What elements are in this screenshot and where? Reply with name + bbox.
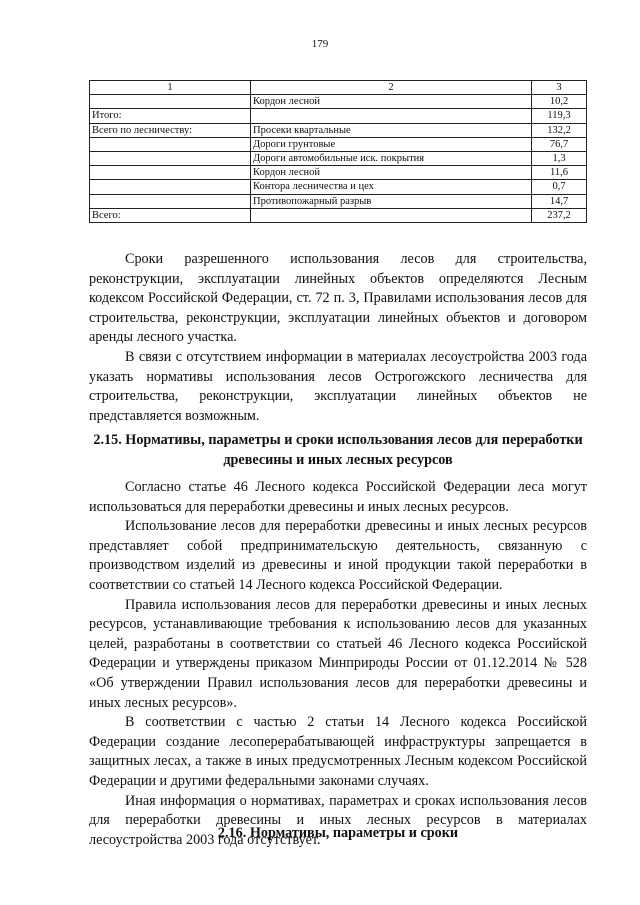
table-cell-object: Дороги грунтовые: [251, 137, 532, 151]
table-cell-area: 237,2: [532, 208, 587, 222]
table-cell-area: 0,7: [532, 180, 587, 194]
table-cell-category: Всего по лесничеству:: [90, 123, 251, 137]
section-wood-processing-text: [89, 478, 587, 850]
table-cell-object: [251, 208, 532, 222]
table-cell-object: Кордон лесной: [251, 95, 532, 109]
table-cell-category: Всего:: [90, 208, 251, 222]
table-header-row: [90, 81, 587, 95]
table-row: [90, 123, 587, 137]
paragraph: Правила использования лесов для переработки древесины и иных лесных ресурсов, устанавливающие требования к использованию лесов для указанных целей, разработаны в соответствии со статьей 46 Лесного кодекса Российской Федерации и утверждены приказом Минприроды России от 01.12.2014 № 528 «Об утверждении Правил использования лесов для переработки древесины и иных лесных ресурсов».: [89, 596, 587, 711]
table-cell-category: [90, 95, 251, 109]
table-cell-object: Противопожарный разрыв: [251, 194, 532, 208]
section-heading-2-15: 2.15. Нормативы, параметры и сроки использования лесов для переработки древесины и иных лесных ресурсов: [93, 432, 583, 468]
section-heading-2-16: 2.16. Нормативы, параметры и сроки: [217, 825, 459, 841]
table-cell-object: Дороги автомобильные иск. покрытия: [251, 152, 532, 166]
table-cell-category: [90, 166, 251, 180]
table-cell-area: 14,7: [532, 194, 587, 208]
table-row: [90, 109, 587, 123]
paragraph: Использование лесов для переработки древесины и иных лесных ресурсов представляет собой предпринимательскую деятельность, связанную с производством изделий из древесины и иной продукции такой переработки в соответствии со статьей 14 Лесного кодекса Российской Федерации.: [89, 518, 587, 593]
table-cell-category: [90, 152, 251, 166]
table-cell-area: 11,6: [532, 166, 587, 180]
table-cell-object: [251, 109, 532, 123]
table-cell-category: [90, 194, 251, 208]
table-cell-category: [90, 180, 251, 194]
table-row: [90, 166, 587, 180]
table-row: [90, 208, 587, 222]
section-linear-objects-text: [89, 250, 587, 426]
table-cell-category: [90, 137, 251, 151]
table-header-cell: 2: [251, 81, 532, 95]
table-row: [90, 95, 587, 109]
table-cell-category: Итого:: [90, 109, 251, 123]
table-row: [90, 152, 587, 166]
table-cell-area: 1,3: [532, 152, 587, 166]
paragraph: Иная информация о нормативах, параметрах и сроках использования лесов для переработки древесины и иных лесных ресурсов в материалах лесоустройства 2003 года отсутствует.: [89, 792, 587, 848]
page-number: 179: [311, 38, 329, 50]
paragraph: В связи с отсутствием информации в материалах лесоустройства 2003 года указать нормативы использования лесов Острогожского лесничества для строительства, реконструкции, эксплуатации линейных объектов не представляется возможным.: [89, 348, 587, 424]
table-header-cell: 3: [532, 81, 587, 95]
table-cell-object: Просеки квартальные: [251, 123, 532, 137]
table-cell-area: 76,7: [532, 137, 587, 151]
table-header-cell: 1: [90, 81, 251, 95]
table-row: [90, 194, 587, 208]
table-cell-area: 119,3: [532, 109, 587, 123]
paragraph: Согласно статье 46 Лесного кодекса Российской Федерации леса могут использоваться для переработки древесины и иных лесных ресурсов.: [89, 479, 587, 515]
paragraph: В соответствии с частью 2 статьи 14 Лесного кодекса Российской Федерации создание лесоперерабатывающей инфраструктуры запрещается в защитных лесах, а также в иных предусмотренных Лесным кодексом Российской Федерации и другими федеральными законами случаях.: [89, 714, 587, 789]
table-cell-area: 10,2: [532, 95, 587, 109]
table-cell-object: Контора лесничества и цех: [251, 180, 532, 194]
table-row: [90, 137, 587, 151]
land-use-table: [89, 80, 587, 223]
table-row: [90, 180, 587, 194]
paragraph: Сроки разрешенного использования лесов для строительства, реконструкции, эксплуатации линейных объектов определяются Лесным кодексом Российской Федерации, ст. 72 п. 3, Правилами использования лесов для строительства, реконструкции, эксплуатации линейных объектов и договором аренды лесного участка.: [89, 251, 587, 346]
table-cell-area: 132,2: [532, 123, 587, 137]
table-cell-object: Кордон лесной: [251, 166, 532, 180]
